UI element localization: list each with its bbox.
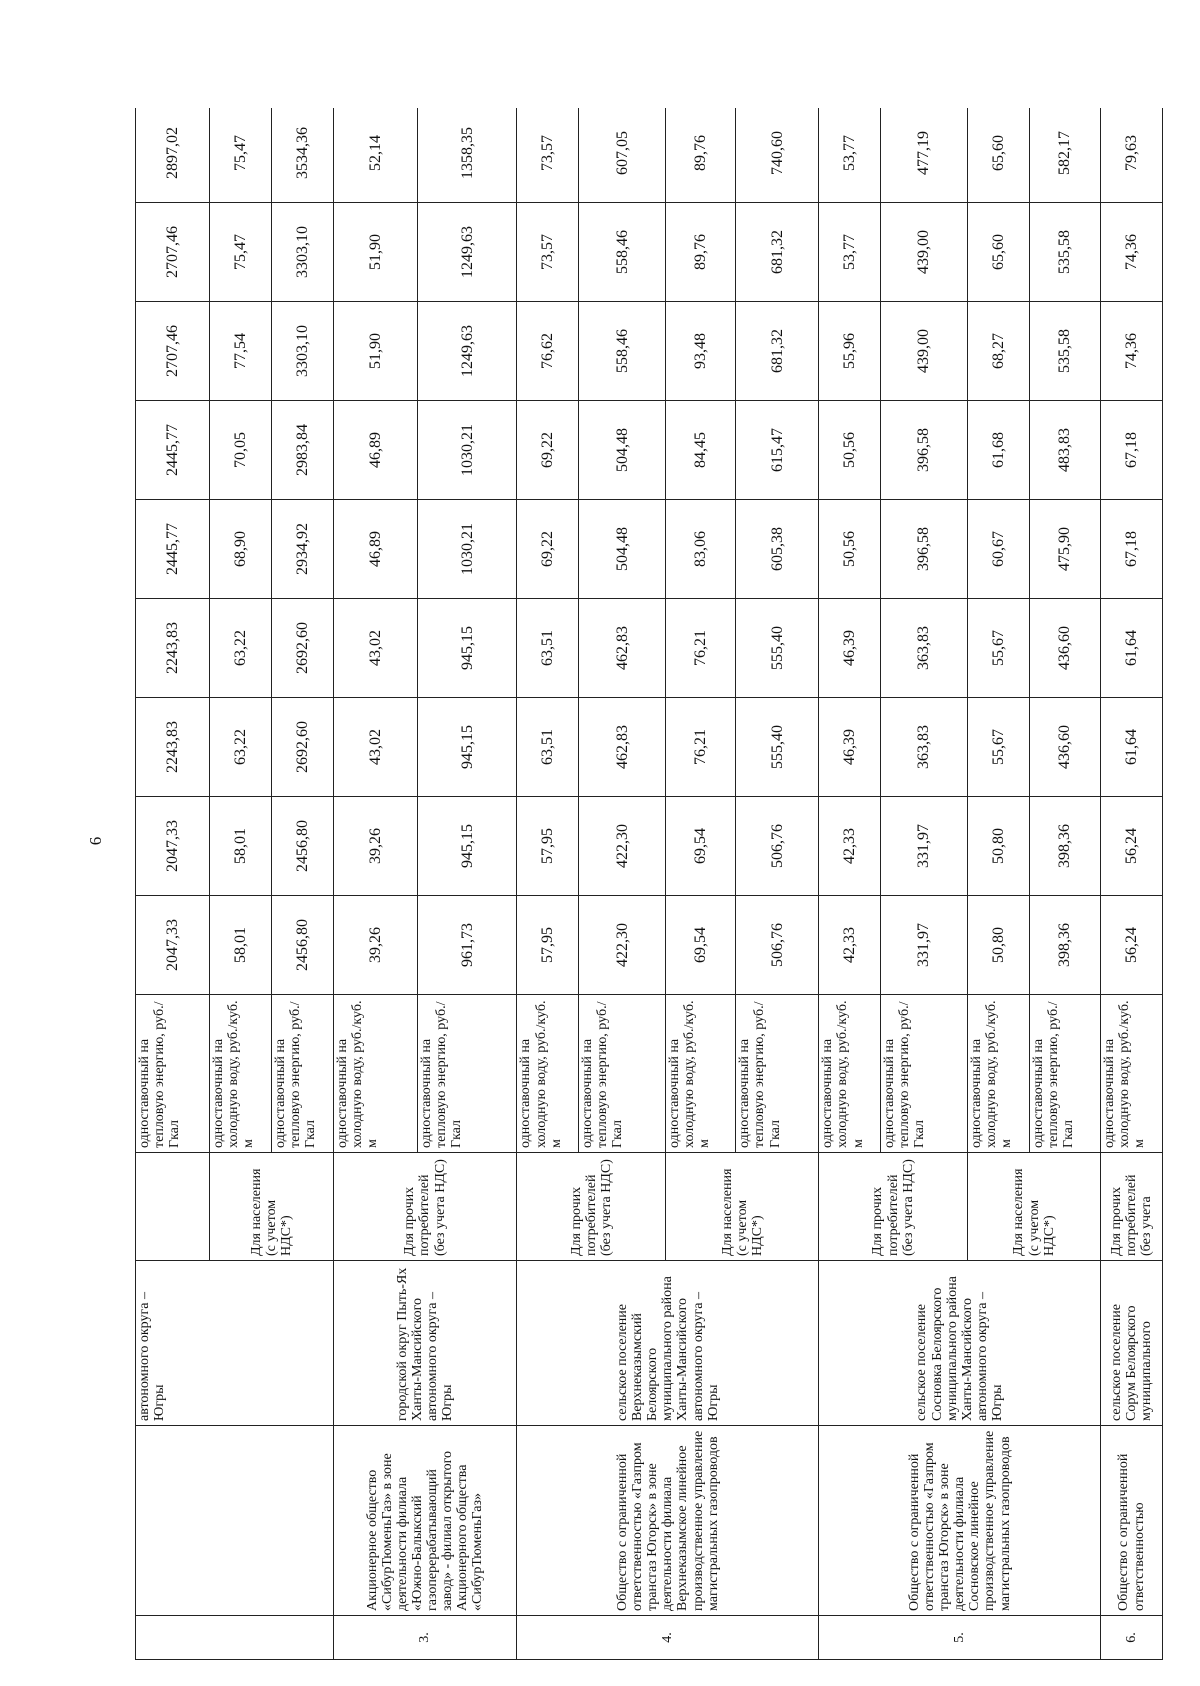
price-value: 74,36 [1101, 203, 1163, 302]
price-value: 65,60 [967, 203, 1029, 302]
price-value: 1249,63 [417, 302, 517, 401]
territory-cell: сельское поселение Сосновка Белоярского муниципального района Ханты-Мансийского автономного округа – Югры [819, 1261, 1101, 1426]
price-value: 961,73 [417, 896, 517, 995]
territory-cell: сельское поселение Верхнеказымский Белоярского муниципального района Ханты-Мансийского автономного округа – Югры [517, 1261, 819, 1426]
price-value: 1030,21 [417, 401, 517, 500]
price-value: 76,21 [666, 599, 736, 698]
price-value: 2707,46 [136, 203, 210, 302]
price-value: 46,39 [819, 599, 881, 698]
price-value: 363,83 [881, 698, 968, 797]
price-value: 75,47 [210, 203, 272, 302]
price-value: 68,27 [967, 302, 1029, 401]
price-value: 558,46 [579, 203, 666, 302]
price-value: 475,90 [1029, 500, 1101, 599]
territory-cell: сельское поселение Сорум Белоярского муниципального [1101, 1261, 1163, 1426]
consumer-cell: Для прочих потребителей (без учета НДС) [517, 1153, 666, 1261]
price-value: 504,48 [579, 500, 666, 599]
price-value: 50,56 [819, 401, 881, 500]
price-value: 46,89 [333, 500, 417, 599]
price-value: 42,33 [819, 797, 881, 896]
consumer-cell: Для населения (с учетом НДС*) [967, 1153, 1100, 1261]
price-value: 63,22 [210, 698, 272, 797]
price-value: 436,60 [1029, 599, 1101, 698]
price-value: 422,30 [579, 797, 666, 896]
price-value: 2983,84 [271, 401, 333, 500]
price-value: 61,64 [1101, 698, 1163, 797]
price-value: 504,48 [579, 401, 666, 500]
price-value: 68,90 [210, 500, 272, 599]
tariff-label: одноставочный на холодную воду, руб./куб. м [967, 995, 1029, 1153]
price-value: 74,36 [1101, 302, 1163, 401]
price-value: 396,58 [881, 401, 968, 500]
price-value: 77,54 [210, 302, 272, 401]
tariff-label: одноставочный на холодную воду, руб./куб. м [1101, 995, 1163, 1153]
consumer-cell: Для прочих потребителей (без учета НДС) [819, 1153, 968, 1261]
price-value: 2445,77 [136, 401, 210, 500]
price-value: 605,38 [736, 500, 819, 599]
price-value: 945,15 [417, 797, 517, 896]
table-row [819, 108, 881, 1660]
price-value: 69,22 [517, 401, 579, 500]
rotated-table-frame [135, 108, 1163, 1660]
price-value: 740,60 [736, 108, 819, 203]
consumer-cell: Для прочих потребителей (без учета [1101, 1153, 1163, 1261]
tariff-label: одноставочный на тепловую энергию, руб./ Гкал [736, 995, 819, 1153]
table-row [1101, 108, 1163, 1660]
price-value: 60,67 [967, 500, 1029, 599]
price-value: 50,56 [819, 500, 881, 599]
price-value: 75,47 [210, 108, 272, 203]
landscape-page [135, 108, 1163, 1660]
tariff-label: одноставочный на холодную воду, руб./куб. м [333, 995, 417, 1153]
price-value: 2707,46 [136, 302, 210, 401]
consumer-cell: Для населения (с учетом НДС*) [210, 1153, 333, 1261]
tariff-label: одноставочный на холодную воду, руб./куб. м [819, 995, 881, 1153]
price-value: 56,24 [1101, 797, 1163, 896]
price-value: 43,02 [333, 698, 417, 797]
price-value: 79,63 [1101, 108, 1163, 203]
price-value: 53,77 [819, 203, 881, 302]
price-value: 39,26 [333, 797, 417, 896]
price-value: 555,40 [736, 599, 819, 698]
price-value: 89,76 [666, 108, 736, 203]
price-value: 57,95 [517, 797, 579, 896]
price-value: 70,05 [210, 401, 272, 500]
table-row [333, 108, 417, 1660]
price-value: 76,62 [517, 302, 579, 401]
price-value: 69,54 [666, 896, 736, 995]
price-value: 50,80 [967, 797, 1029, 896]
price-value: 83,06 [666, 500, 736, 599]
price-value: 69,54 [666, 797, 736, 896]
tariff-label: одноставочный на тепловую энергию, руб./ Гкал [1029, 995, 1101, 1153]
price-value: 535,58 [1029, 302, 1101, 401]
page-number: 6 [86, 836, 105, 846]
price-value: 50,80 [967, 896, 1029, 995]
org-name-cell [136, 1426, 334, 1616]
price-value: 3303,10 [271, 203, 333, 302]
index-cell [136, 1616, 334, 1660]
price-value: 582,17 [1029, 108, 1101, 203]
price-value: 69,22 [517, 500, 579, 599]
price-value: 93,48 [666, 302, 736, 401]
tariff-label: одноставочный на тепловую энергию, руб./ Гкал [579, 995, 666, 1153]
price-value: 2445,77 [136, 500, 210, 599]
price-value: 56,24 [1101, 896, 1163, 995]
price-value: 506,76 [736, 797, 819, 896]
table-row [517, 108, 579, 1660]
price-value: 58,01 [210, 797, 272, 896]
org-name-cell: Акционерное общество «СибурТюменьГаз» в зоне деятельности филиала «Южно-Балыкский газоперерабатывающий завод» - филиал открытого Акционерного общества «СибурТюменьГаз» [333, 1426, 517, 1616]
price-value: 506,76 [736, 896, 819, 995]
price-value: 55,67 [967, 698, 1029, 797]
price-value: 396,58 [881, 500, 968, 599]
price-value: 462,83 [579, 599, 666, 698]
price-value: 67,18 [1101, 401, 1163, 500]
price-value: 67,18 [1101, 500, 1163, 599]
tariff-label: одноставочный на тепловую энергию, руб./ Гкал [136, 995, 210, 1153]
price-value: 607,05 [579, 108, 666, 203]
price-value: 63,22 [210, 599, 272, 698]
price-value: 2692,60 [271, 599, 333, 698]
price-value: 331,97 [881, 896, 968, 995]
price-value: 55,96 [819, 302, 881, 401]
index-cell: 5. [819, 1616, 1101, 1660]
tariff-label: одноставочный на холодную воду, руб./куб. м [517, 995, 579, 1153]
price-value: 558,46 [579, 302, 666, 401]
price-value: 3303,10 [271, 302, 333, 401]
tariff-label: одноставочный на тепловую энергию, руб./ Гкал [271, 995, 333, 1153]
price-value: 61,64 [1101, 599, 1163, 698]
price-value: 89,76 [666, 203, 736, 302]
price-value: 681,32 [736, 203, 819, 302]
price-value: 2047,33 [136, 896, 210, 995]
price-value: 2456,80 [271, 797, 333, 896]
consumer-cell: Для населения (с учетом НДС*) [666, 1153, 819, 1261]
tariff-label: одноставочный на холодную воду, руб./куб. м [666, 995, 736, 1153]
price-value: 483,83 [1029, 401, 1101, 500]
price-value: 535,58 [1029, 203, 1101, 302]
price-value: 398,36 [1029, 896, 1101, 995]
org-name-cell: Общество с ограниченной ответственностью «Газпром трансгаз Югорск» в зоне деятельности филиала Верхнеказымское линейное производственное управление магистральных газопроводов [517, 1426, 819, 1616]
org-name-cell: Общество с ограниченной ответственностью [1101, 1426, 1163, 1616]
org-name-cell: Общество с ограниченной ответственностью «Газпром трансгаз Югорск» в зоне деятельности филиала Сосновское линейное производственное управление магистральных газопроводов [819, 1426, 1101, 1616]
price-value: 462,83 [579, 698, 666, 797]
index-cell: 4. [517, 1616, 819, 1660]
price-value: 2692,60 [271, 698, 333, 797]
price-value: 398,36 [1029, 797, 1101, 896]
tariff-label: одноставочный на тепловую энергию, руб./ Гкал [417, 995, 517, 1153]
price-value: 439,00 [881, 302, 968, 401]
price-value: 422,30 [579, 896, 666, 995]
price-value: 1249,63 [417, 203, 517, 302]
price-value: 58,01 [210, 896, 272, 995]
price-value: 615,47 [736, 401, 819, 500]
table-row [136, 108, 210, 1660]
price-value: 1358,35 [417, 108, 517, 203]
price-value: 2047,33 [136, 797, 210, 896]
price-value: 945,15 [417, 698, 517, 797]
price-value: 439,00 [881, 203, 968, 302]
price-value: 73,57 [517, 108, 579, 203]
price-value: 73,57 [517, 203, 579, 302]
price-value: 2934,92 [271, 500, 333, 599]
index-cell: 3. [333, 1616, 517, 1660]
territory-cell: автономного округа – Югры [136, 1261, 334, 1426]
price-value: 1030,21 [417, 500, 517, 599]
price-value: 53,77 [819, 108, 881, 203]
price-value: 84,45 [666, 401, 736, 500]
price-value: 46,39 [819, 698, 881, 797]
price-value: 39,26 [333, 896, 417, 995]
price-value: 51,90 [333, 203, 417, 302]
tariff-table [135, 108, 1163, 1660]
price-value: 2243,83 [136, 698, 210, 797]
consumer-cell: Для прочих потребителей (без учета НДС) [333, 1153, 517, 1261]
price-value: 555,40 [736, 698, 819, 797]
price-value: 76,21 [666, 698, 736, 797]
price-value: 63,51 [517, 698, 579, 797]
price-value: 55,67 [967, 599, 1029, 698]
price-value: 51,90 [333, 302, 417, 401]
tariff-label: одноставочный на холодную воду, руб./куб. м [210, 995, 272, 1153]
price-value: 52,14 [333, 108, 417, 203]
consumer-empty-cell [136, 1153, 210, 1261]
price-value: 43,02 [333, 599, 417, 698]
price-value: 2897,02 [136, 108, 210, 203]
price-value: 331,97 [881, 797, 968, 896]
tariff-label: одноставочный на тепловую энергию, руб./ Гкал [881, 995, 968, 1153]
price-value: 681,32 [736, 302, 819, 401]
price-value: 945,15 [417, 599, 517, 698]
price-value: 65,60 [967, 108, 1029, 203]
price-value: 61,68 [967, 401, 1029, 500]
price-value: 63,51 [517, 599, 579, 698]
price-value: 363,83 [881, 599, 968, 698]
price-value: 477,19 [881, 108, 968, 203]
price-value: 436,60 [1029, 698, 1101, 797]
index-cell: 6. [1101, 1616, 1163, 1660]
price-value: 2456,80 [271, 896, 333, 995]
price-value: 42,33 [819, 896, 881, 995]
price-value: 57,95 [517, 896, 579, 995]
price-value: 3534,36 [271, 108, 333, 203]
price-value: 46,89 [333, 401, 417, 500]
territory-cell: городской округ Пыть-Ях Ханты-Мансийского автономного округа – Югры [333, 1261, 517, 1426]
price-value: 2243,83 [136, 599, 210, 698]
